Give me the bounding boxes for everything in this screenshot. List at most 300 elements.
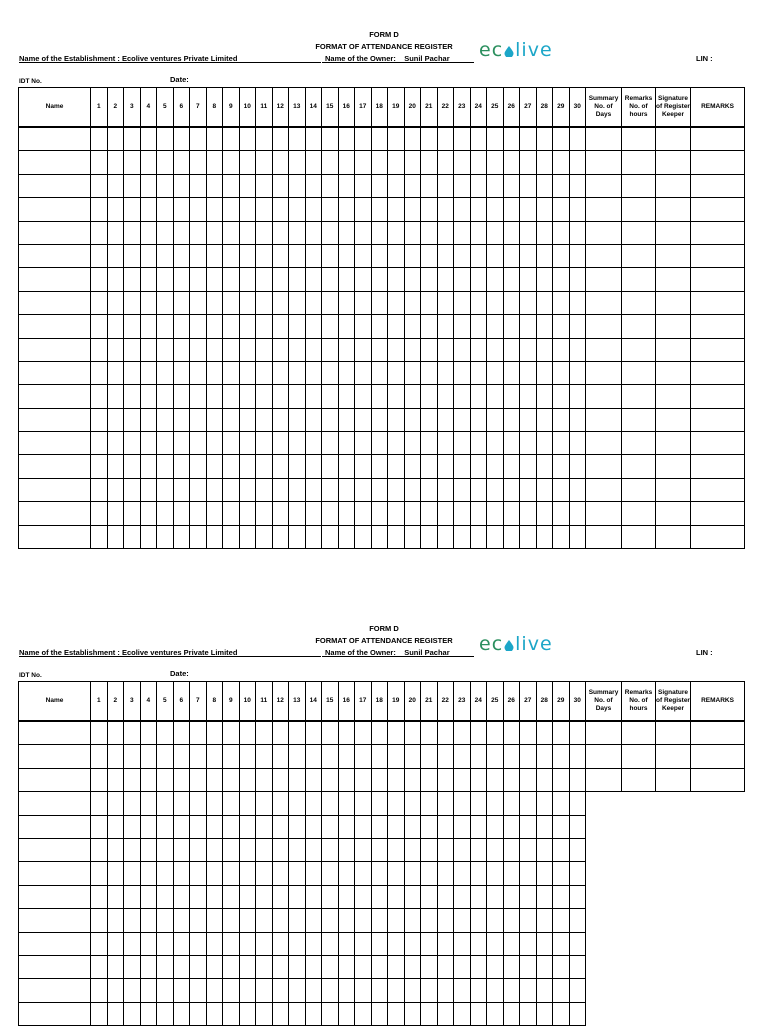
attendance-cell[interactable] — [256, 909, 273, 932]
attendance-cell[interactable] — [421, 244, 438, 267]
attendance-cell[interactable] — [289, 792, 306, 815]
attendance-cell[interactable] — [553, 315, 570, 338]
attendance-cell[interactable] — [206, 455, 223, 478]
attendance-cell[interactable] — [371, 525, 388, 548]
attendance-cell[interactable] — [223, 955, 240, 978]
attendance-cell[interactable] — [107, 792, 124, 815]
attendance-cell[interactable] — [586, 291, 622, 314]
attendance-cell[interactable] — [91, 268, 108, 291]
attendance-cell[interactable] — [338, 291, 355, 314]
attendance-cell[interactable] — [124, 955, 141, 978]
attendance-cell[interactable] — [190, 315, 207, 338]
attendance-cell[interactable] — [338, 525, 355, 548]
attendance-cell[interactable] — [256, 291, 273, 314]
attendance-cell[interactable] — [586, 502, 622, 525]
attendance-cell[interactable] — [206, 792, 223, 815]
attendance-cell[interactable] — [305, 455, 322, 478]
attendance-cell[interactable] — [520, 408, 537, 431]
attendance-cell[interactable] — [437, 909, 454, 932]
attendance-cell[interactable] — [239, 151, 256, 174]
attendance-cell[interactable] — [656, 268, 691, 291]
attendance-cell[interactable] — [91, 315, 108, 338]
attendance-cell[interactable] — [256, 221, 273, 244]
attendance-cell[interactable] — [157, 955, 174, 978]
attendance-cell[interactable] — [454, 1002, 471, 1025]
attendance-cell[interactable] — [553, 198, 570, 221]
attendance-cell[interactable] — [388, 151, 405, 174]
attendance-cell[interactable] — [107, 932, 124, 955]
attendance-cell[interactable] — [355, 955, 372, 978]
attendance-cell[interactable] — [503, 268, 520, 291]
attendance-cell[interactable] — [569, 315, 586, 338]
attendance-cell[interactable] — [223, 745, 240, 768]
attendance-cell[interactable] — [190, 909, 207, 932]
attendance-cell[interactable] — [371, 174, 388, 197]
attendance-cell[interactable] — [223, 174, 240, 197]
attendance-cell[interactable] — [140, 478, 157, 501]
attendance-cell[interactable] — [569, 338, 586, 361]
attendance-cell[interactable] — [569, 432, 586, 455]
attendance-cell[interactable] — [470, 768, 487, 791]
attendance-cell[interactable] — [140, 174, 157, 197]
attendance-cell[interactable] — [124, 478, 141, 501]
attendance-cell[interactable] — [140, 862, 157, 885]
attendance-cell[interactable] — [503, 838, 520, 861]
attendance-cell[interactable] — [487, 885, 504, 908]
attendance-cell[interactable] — [388, 315, 405, 338]
attendance-cell[interactable] — [289, 525, 306, 548]
attendance-cell[interactable] — [322, 221, 339, 244]
attendance-cell[interactable] — [173, 151, 190, 174]
attendance-cell[interactable] — [272, 221, 289, 244]
attendance-cell[interactable] — [487, 768, 504, 791]
attendance-cell[interactable] — [536, 221, 553, 244]
attendance-cell[interactable] — [256, 955, 273, 978]
attendance-cell[interactable] — [388, 174, 405, 197]
attendance-cell[interactable] — [305, 315, 322, 338]
attendance-cell[interactable] — [691, 338, 745, 361]
attendance-cell[interactable] — [487, 745, 504, 768]
attendance-cell[interactable] — [520, 268, 537, 291]
attendance-cell[interactable] — [206, 291, 223, 314]
attendance-cell[interactable] — [520, 478, 537, 501]
attendance-cell[interactable] — [536, 815, 553, 838]
attendance-cell[interactable] — [305, 268, 322, 291]
attendance-cell[interactable] — [124, 198, 141, 221]
attendance-cell[interactable] — [421, 268, 438, 291]
attendance-cell[interactable] — [487, 151, 504, 174]
attendance-cell[interactable] — [289, 315, 306, 338]
attendance-cell[interactable] — [190, 291, 207, 314]
attendance-cell[interactable] — [371, 909, 388, 932]
attendance-cell[interactable] — [190, 932, 207, 955]
attendance-cell[interactable] — [305, 408, 322, 431]
attendance-cell[interactable] — [289, 361, 306, 384]
attendance-cell[interactable] — [437, 198, 454, 221]
attendance-cell[interactable] — [371, 885, 388, 908]
attendance-cell[interactable] — [157, 151, 174, 174]
attendance-cell[interactable] — [206, 198, 223, 221]
attendance-cell[interactable] — [206, 525, 223, 548]
attendance-cell[interactable] — [338, 455, 355, 478]
attendance-cell[interactable] — [338, 885, 355, 908]
attendance-cell[interactable] — [19, 151, 91, 174]
attendance-cell[interactable] — [355, 862, 372, 885]
attendance-cell[interactable] — [656, 198, 691, 221]
attendance-cell[interactable] — [322, 792, 339, 815]
attendance-cell[interactable] — [19, 502, 91, 525]
attendance-cell[interactable] — [322, 432, 339, 455]
attendance-cell[interactable] — [520, 361, 537, 384]
attendance-cell[interactable] — [173, 198, 190, 221]
attendance-cell[interactable] — [338, 244, 355, 267]
attendance-cell[interactable] — [107, 768, 124, 791]
attendance-cell[interactable] — [404, 432, 421, 455]
attendance-cell[interactable] — [421, 385, 438, 408]
attendance-cell[interactable] — [19, 127, 91, 151]
attendance-cell[interactable] — [553, 361, 570, 384]
attendance-cell[interactable] — [107, 174, 124, 197]
attendance-cell[interactable] — [520, 979, 537, 1002]
attendance-cell[interactable] — [553, 979, 570, 1002]
attendance-cell[interactable] — [691, 198, 745, 221]
attendance-cell[interactable] — [19, 815, 91, 838]
attendance-cell[interactable] — [140, 151, 157, 174]
attendance-cell[interactable] — [223, 792, 240, 815]
attendance-cell[interactable] — [305, 151, 322, 174]
attendance-cell[interactable] — [322, 198, 339, 221]
attendance-cell[interactable] — [536, 478, 553, 501]
attendance-cell[interactable] — [536, 385, 553, 408]
attendance-cell[interactable] — [157, 432, 174, 455]
attendance-cell[interactable] — [371, 361, 388, 384]
attendance-cell[interactable] — [338, 408, 355, 431]
attendance-cell[interactable] — [239, 221, 256, 244]
attendance-cell[interactable] — [173, 244, 190, 267]
attendance-cell[interactable] — [289, 198, 306, 221]
attendance-cell[interactable] — [421, 525, 438, 548]
attendance-cell[interactable] — [355, 478, 372, 501]
attendance-cell[interactable] — [289, 979, 306, 1002]
attendance-cell[interactable] — [239, 909, 256, 932]
attendance-cell[interactable] — [322, 1002, 339, 1025]
attendance-cell[interactable] — [388, 478, 405, 501]
attendance-cell[interactable] — [437, 768, 454, 791]
attendance-cell[interactable] — [124, 291, 141, 314]
attendance-cell[interactable] — [239, 862, 256, 885]
attendance-cell[interactable] — [190, 838, 207, 861]
attendance-cell[interactable] — [338, 315, 355, 338]
attendance-cell[interactable] — [272, 525, 289, 548]
attendance-cell[interactable] — [190, 408, 207, 431]
attendance-cell[interactable] — [437, 385, 454, 408]
attendance-cell[interactable] — [124, 432, 141, 455]
attendance-cell[interactable] — [691, 361, 745, 384]
attendance-cell[interactable] — [404, 502, 421, 525]
attendance-cell[interactable] — [553, 885, 570, 908]
attendance-cell[interactable] — [239, 955, 256, 978]
attendance-cell[interactable] — [157, 502, 174, 525]
attendance-cell[interactable] — [388, 1002, 405, 1025]
attendance-cell[interactable] — [388, 361, 405, 384]
attendance-cell[interactable] — [206, 244, 223, 267]
attendance-cell[interactable] — [553, 1002, 570, 1025]
attendance-cell[interactable] — [470, 979, 487, 1002]
attendance-cell[interactable] — [223, 151, 240, 174]
attendance-cell[interactable] — [371, 838, 388, 861]
attendance-cell[interactable] — [470, 432, 487, 455]
attendance-cell[interactable] — [157, 932, 174, 955]
attendance-cell[interactable] — [223, 502, 240, 525]
attendance-cell[interactable] — [569, 478, 586, 501]
attendance-cell[interactable] — [569, 385, 586, 408]
attendance-cell[interactable] — [206, 1002, 223, 1025]
attendance-cell[interactable] — [338, 1002, 355, 1025]
attendance-cell[interactable] — [536, 885, 553, 908]
attendance-cell[interactable] — [272, 815, 289, 838]
attendance-cell[interactable] — [19, 838, 91, 861]
attendance-cell[interactable] — [206, 151, 223, 174]
attendance-cell[interactable] — [536, 151, 553, 174]
attendance-cell[interactable] — [520, 838, 537, 861]
attendance-cell[interactable] — [404, 768, 421, 791]
attendance-cell[interactable] — [520, 932, 537, 955]
attendance-cell[interactable] — [656, 151, 691, 174]
attendance-cell[interactable] — [586, 315, 622, 338]
attendance-cell[interactable] — [691, 502, 745, 525]
attendance-cell[interactable] — [256, 979, 273, 1002]
attendance-cell[interactable] — [124, 244, 141, 267]
attendance-cell[interactable] — [355, 198, 372, 221]
attendance-cell[interactable] — [586, 268, 622, 291]
attendance-cell[interactable] — [503, 221, 520, 244]
attendance-cell[interactable] — [569, 979, 586, 1002]
attendance-cell[interactable] — [553, 792, 570, 815]
attendance-cell[interactable] — [289, 955, 306, 978]
attendance-cell[interactable] — [305, 862, 322, 885]
attendance-cell[interactable] — [140, 525, 157, 548]
attendance-cell[interactable] — [487, 338, 504, 361]
attendance-cell[interactable] — [622, 432, 656, 455]
attendance-cell[interactable] — [454, 768, 471, 791]
attendance-cell[interactable] — [107, 244, 124, 267]
attendance-cell[interactable] — [691, 721, 745, 745]
attendance-cell[interactable] — [487, 268, 504, 291]
attendance-cell[interactable] — [206, 127, 223, 151]
attendance-cell[interactable] — [305, 885, 322, 908]
attendance-cell[interactable] — [503, 361, 520, 384]
attendance-cell[interactable] — [107, 455, 124, 478]
attendance-cell[interactable] — [520, 909, 537, 932]
attendance-cell[interactable] — [256, 198, 273, 221]
attendance-cell[interactable] — [622, 151, 656, 174]
attendance-cell[interactable] — [19, 432, 91, 455]
attendance-cell[interactable] — [239, 885, 256, 908]
attendance-cell[interactable] — [569, 455, 586, 478]
attendance-cell[interactable] — [536, 315, 553, 338]
attendance-cell[interactable] — [91, 885, 108, 908]
attendance-cell[interactable] — [272, 862, 289, 885]
attendance-cell[interactable] — [454, 244, 471, 267]
attendance-cell[interactable] — [272, 361, 289, 384]
attendance-cell[interactable] — [305, 291, 322, 314]
attendance-cell[interactable] — [256, 745, 273, 768]
attendance-cell[interactable] — [173, 174, 190, 197]
attendance-cell[interactable] — [206, 815, 223, 838]
attendance-cell[interactable] — [107, 1002, 124, 1025]
attendance-cell[interactable] — [553, 408, 570, 431]
attendance-cell[interactable] — [173, 932, 190, 955]
attendance-cell[interactable] — [586, 244, 622, 267]
attendance-cell[interactable] — [190, 502, 207, 525]
attendance-cell[interactable] — [107, 979, 124, 1002]
attendance-cell[interactable] — [470, 502, 487, 525]
attendance-cell[interactable] — [140, 455, 157, 478]
attendance-cell[interactable] — [223, 932, 240, 955]
attendance-cell[interactable] — [157, 979, 174, 1002]
attendance-cell[interactable] — [19, 721, 91, 745]
attendance-cell[interactable] — [140, 1002, 157, 1025]
attendance-cell[interactable] — [190, 221, 207, 244]
attendance-cell[interactable] — [437, 244, 454, 267]
attendance-cell[interactable] — [421, 174, 438, 197]
attendance-cell[interactable] — [421, 792, 438, 815]
attendance-cell[interactable] — [622, 502, 656, 525]
attendance-cell[interactable] — [355, 932, 372, 955]
attendance-cell[interactable] — [656, 291, 691, 314]
attendance-cell[interactable] — [569, 862, 586, 885]
attendance-cell[interactable] — [656, 408, 691, 431]
attendance-cell[interactable] — [437, 745, 454, 768]
attendance-cell[interactable] — [437, 338, 454, 361]
attendance-cell[interactable] — [569, 838, 586, 861]
attendance-cell[interactable] — [371, 432, 388, 455]
attendance-cell[interactable] — [503, 768, 520, 791]
attendance-cell[interactable] — [503, 955, 520, 978]
attendance-cell[interactable] — [454, 361, 471, 384]
attendance-cell[interactable] — [586, 455, 622, 478]
attendance-cell[interactable] — [157, 815, 174, 838]
attendance-cell[interactable] — [553, 838, 570, 861]
attendance-cell[interactable] — [173, 127, 190, 151]
attendance-cell[interactable] — [305, 198, 322, 221]
attendance-cell[interactable] — [107, 361, 124, 384]
attendance-cell[interactable] — [338, 361, 355, 384]
attendance-cell[interactable] — [536, 127, 553, 151]
attendance-cell[interactable] — [256, 838, 273, 861]
attendance-cell[interactable] — [223, 721, 240, 745]
attendance-cell[interactable] — [91, 932, 108, 955]
attendance-cell[interactable] — [91, 838, 108, 861]
attendance-cell[interactable] — [19, 932, 91, 955]
attendance-cell[interactable] — [190, 385, 207, 408]
attendance-cell[interactable] — [622, 768, 656, 791]
attendance-cell[interactable] — [305, 361, 322, 384]
attendance-cell[interactable] — [404, 909, 421, 932]
attendance-cell[interactable] — [289, 432, 306, 455]
attendance-cell[interactable] — [239, 478, 256, 501]
attendance-cell[interactable] — [124, 768, 141, 791]
attendance-cell[interactable] — [553, 432, 570, 455]
attendance-cell[interactable] — [223, 361, 240, 384]
attendance-cell[interactable] — [173, 721, 190, 745]
attendance-cell[interactable] — [553, 268, 570, 291]
attendance-cell[interactable] — [520, 151, 537, 174]
attendance-cell[interactable] — [622, 221, 656, 244]
attendance-cell[interactable] — [470, 127, 487, 151]
attendance-cell[interactable] — [569, 127, 586, 151]
attendance-cell[interactable] — [503, 502, 520, 525]
attendance-cell[interactable] — [553, 244, 570, 267]
attendance-cell[interactable] — [404, 885, 421, 908]
attendance-cell[interactable] — [223, 338, 240, 361]
attendance-cell[interactable] — [553, 338, 570, 361]
attendance-cell[interactable] — [19, 315, 91, 338]
attendance-cell[interactable] — [371, 979, 388, 1002]
attendance-cell[interactable] — [124, 932, 141, 955]
attendance-cell[interactable] — [454, 909, 471, 932]
attendance-cell[interactable] — [206, 385, 223, 408]
attendance-cell[interactable] — [454, 455, 471, 478]
attendance-cell[interactable] — [124, 408, 141, 431]
attendance-cell[interactable] — [569, 151, 586, 174]
attendance-cell[interactable] — [388, 792, 405, 815]
attendance-cell[interactable] — [437, 792, 454, 815]
attendance-cell[interactable] — [140, 792, 157, 815]
attendance-cell[interactable] — [371, 478, 388, 501]
attendance-cell[interactable] — [305, 838, 322, 861]
attendance-cell[interactable] — [355, 721, 372, 745]
attendance-cell[interactable] — [322, 408, 339, 431]
attendance-cell[interactable] — [553, 455, 570, 478]
attendance-cell[interactable] — [173, 315, 190, 338]
attendance-cell[interactable] — [520, 792, 537, 815]
attendance-cell[interactable] — [272, 198, 289, 221]
attendance-cell[interactable] — [470, 385, 487, 408]
attendance-cell[interactable] — [173, 768, 190, 791]
attendance-cell[interactable] — [503, 291, 520, 314]
attendance-cell[interactable] — [256, 502, 273, 525]
attendance-cell[interactable] — [173, 955, 190, 978]
attendance-cell[interactable] — [656, 721, 691, 745]
attendance-cell[interactable] — [223, 862, 240, 885]
attendance-cell[interactable] — [206, 361, 223, 384]
attendance-cell[interactable] — [691, 221, 745, 244]
attendance-cell[interactable] — [520, 221, 537, 244]
attendance-cell[interactable] — [421, 815, 438, 838]
attendance-cell[interactable] — [206, 174, 223, 197]
attendance-cell[interactable] — [371, 291, 388, 314]
attendance-cell[interactable] — [691, 291, 745, 314]
attendance-cell[interactable] — [454, 338, 471, 361]
attendance-cell[interactable] — [239, 432, 256, 455]
attendance-cell[interactable] — [454, 525, 471, 548]
attendance-cell[interactable] — [622, 361, 656, 384]
attendance-cell[interactable] — [421, 932, 438, 955]
attendance-cell[interactable] — [140, 315, 157, 338]
attendance-cell[interactable] — [437, 932, 454, 955]
attendance-cell[interactable] — [691, 408, 745, 431]
attendance-cell[interactable] — [691, 244, 745, 267]
attendance-cell[interactable] — [371, 408, 388, 431]
attendance-cell[interactable] — [503, 174, 520, 197]
attendance-cell[interactable] — [322, 745, 339, 768]
attendance-cell[interactable] — [239, 745, 256, 768]
attendance-cell[interactable] — [239, 838, 256, 861]
attendance-cell[interactable] — [371, 815, 388, 838]
attendance-cell[interactable] — [536, 361, 553, 384]
attendance-cell[interactable] — [569, 408, 586, 431]
